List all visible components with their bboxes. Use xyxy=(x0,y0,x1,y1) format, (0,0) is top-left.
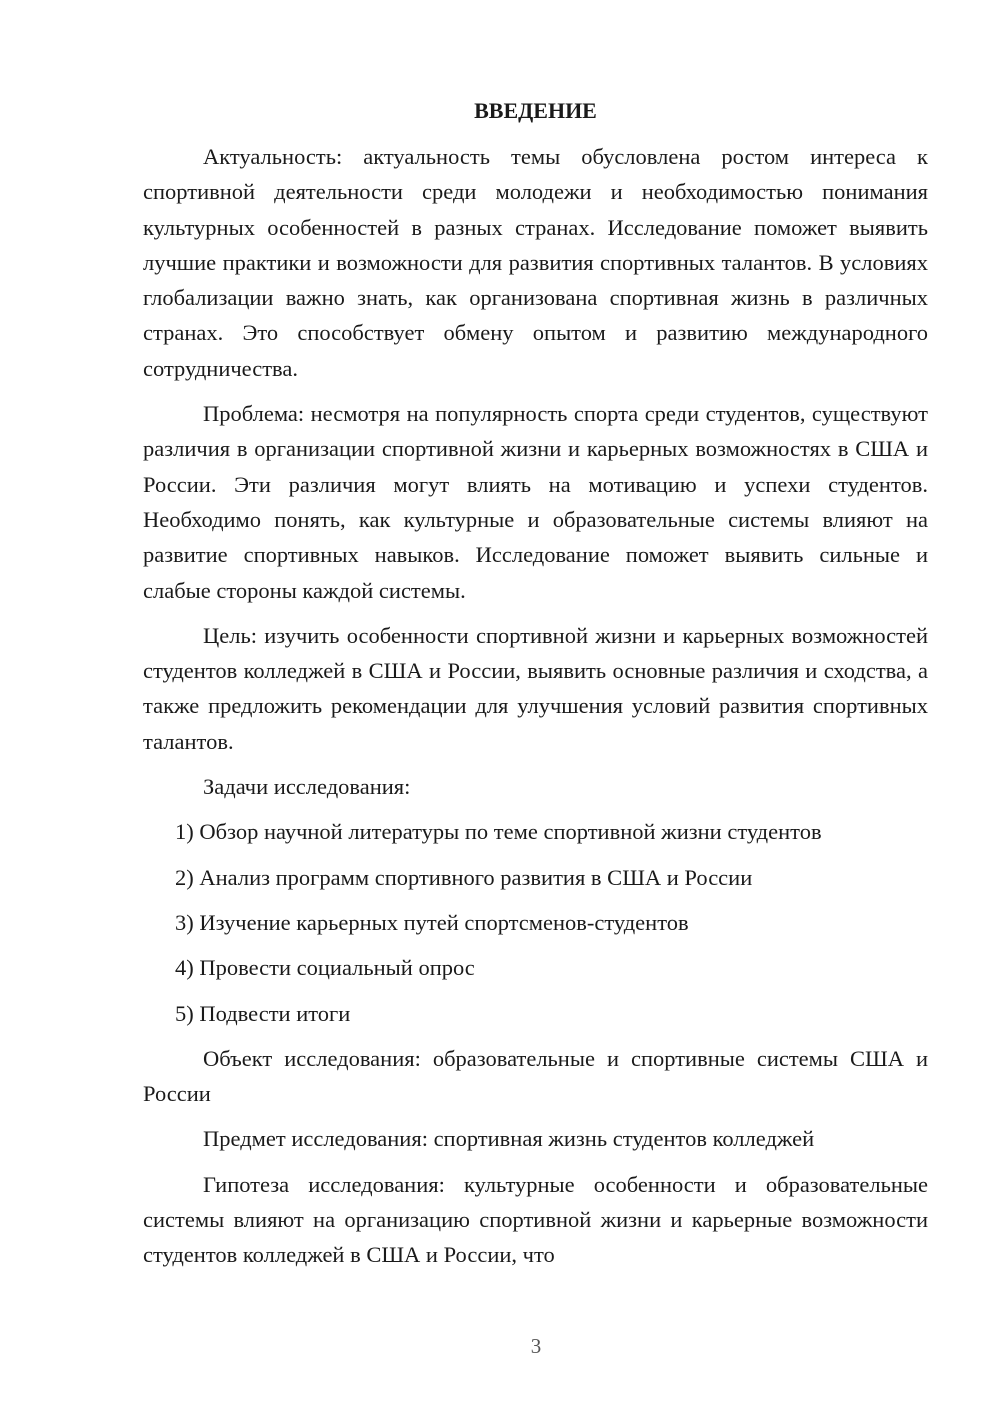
goal-paragraph: Цель: изучить особенности спортивной жизни и карьерных возможностей студентов колледжей в США и России, выявить основные различия и сходства, а также предложить рекомендации для улучшения условий развития спортивных талантов. xyxy=(143,622,928,754)
task-item: 3) Изучение карьерных путей спортсменов-студентов xyxy=(175,909,689,935)
object-paragraph: Объект исследования: образовательные и спортивные системы США и России xyxy=(143,1045,928,1107)
page-number: 3 xyxy=(530,1334,542,1358)
relevance-paragraph: Актуальность: актуальность темы обусловлена ростом интереса к спортивной деятельности среди молодежи и необходимостью понимания культурных особенностей в разных странах. Исследование поможет выявить лучшие практики и возможности для развития спортивных талантов. В условиях глобализации важно знать, как организована спортивная жизнь в различных странах. Это способствует обмену опытом и развитию международного сотрудничества. xyxy=(143,144,928,381)
task-item: 2) Анализ программ спортивного развития в США и России xyxy=(175,864,753,890)
tasks-list xyxy=(143,814,928,1030)
document-page xyxy=(143,95,928,1273)
task-item: 4) Провести социальный опрос xyxy=(175,955,475,981)
task-item: 5) Подвести итоги xyxy=(175,1000,351,1026)
task-item: 1) Обзор научной литературы по теме спортивной жизни студентов xyxy=(175,819,822,845)
section-heading: ВВЕДЕНИЕ xyxy=(474,98,597,123)
subject-paragraph: Предмет исследования: спортивная жизнь студентов колледжей xyxy=(203,1126,815,1152)
hypothesis-paragraph: Гипотеза исследования: культурные особенности и образовательные системы влияют на организацию спортивной жизни и карьерные возможности студентов колледжей в США и России, что xyxy=(143,1171,928,1268)
problem-paragraph: Проблема: несмотря на популярность спорта среди студентов, существуют различия в организации спортивной жизни и карьерных возможностях в США и России. Эти различия могут влиять на мотивацию и успехи студентов. Необходимо понять, как культурные и образовательные системы влияют на развитие спортивных навыков. Исследование поможет выявить сильные и слабые стороны каждой системы. xyxy=(143,401,928,603)
tasks-heading: Задачи исследования: xyxy=(203,774,411,800)
